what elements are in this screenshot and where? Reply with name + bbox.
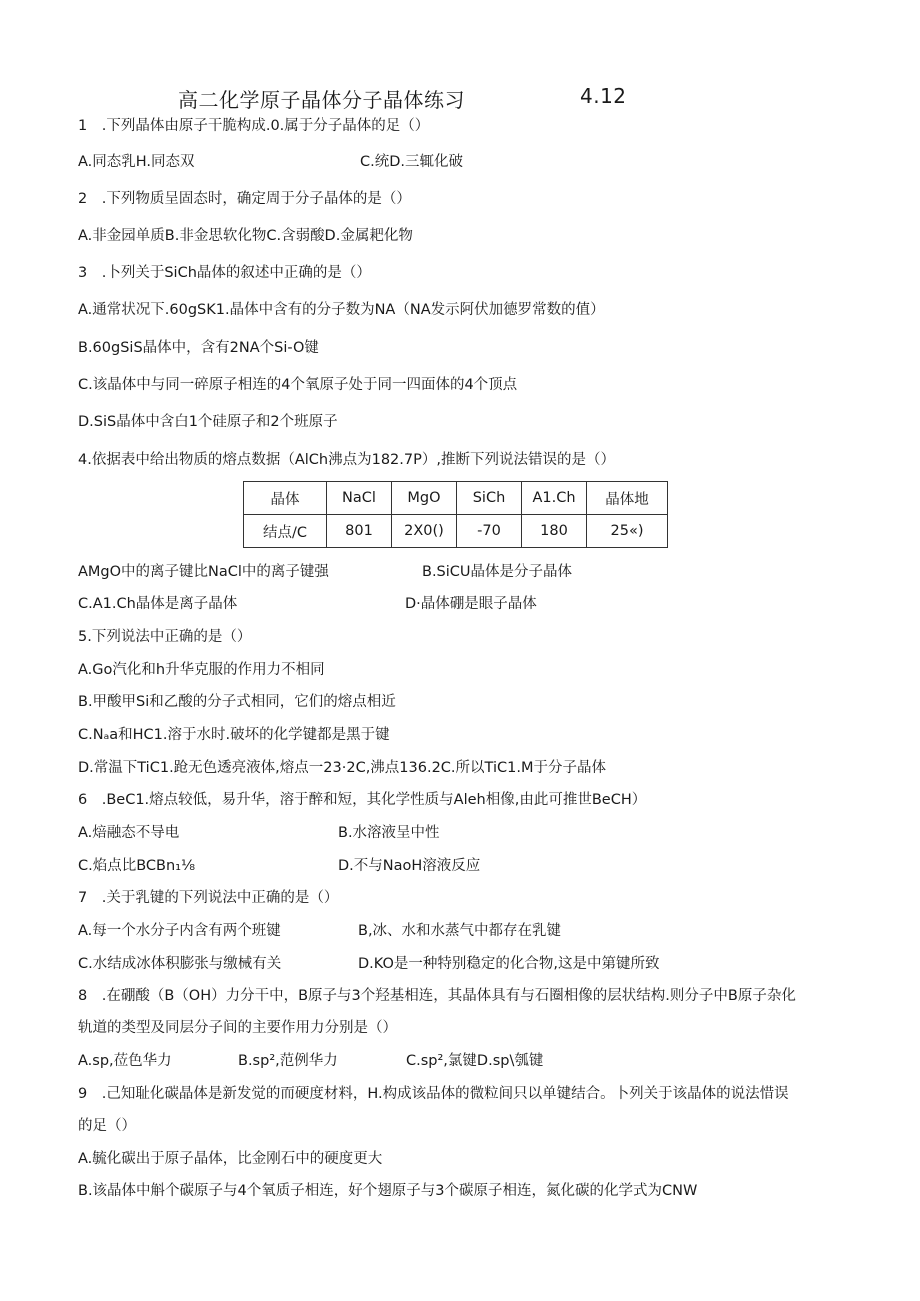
question-5-option-b: B.甲酸甲Si和乙酸的分子式相同，它们的熔点相近 <box>78 694 396 710</box>
question-7-option-c: C.水结成冰体积膨张与缴械有关 <box>78 956 282 972</box>
table-cell: A1.Ch <box>522 482 587 515</box>
question-6-option-a: A.焙融态不导电 <box>78 825 180 841</box>
title-text: 高二化学原子晶体分子晶体练习 <box>178 88 465 112</box>
question-1-option-ab: A.同态乳H.同态双 <box>78 154 195 170</box>
question-1: 1 .下列晶体由原子干脆构成.0.属于分子晶体的足（） <box>78 118 430 134</box>
table-cell: 晶体 <box>244 482 327 515</box>
question-6-option-d: D.不与NaoH溶液反应 <box>338 858 481 874</box>
question-3-option-d: D.SiS晶体中含白1个硅原子和2个班原子 <box>78 414 338 430</box>
question-4-option-d: D·晶体硼是眼子晶体 <box>405 596 537 612</box>
question-6-option-c: C.焰点比BCBn₁⅛ <box>78 858 196 874</box>
question-3: 3 .卜列关于SiCh晶体的叙述中正确的是（） <box>78 265 371 281</box>
question-4-option-a: AMgO中的离子键比NaCl中的离子键强 <box>78 564 329 580</box>
table-cell: 结点/C <box>244 515 327 548</box>
table-cell: MgO <box>392 482 457 515</box>
question-7-option-b: B,冰、水和水蒸气中都存在乳键 <box>358 923 562 939</box>
table-cell: 晶体地 <box>587 482 668 515</box>
table-cell: SiCh <box>457 482 522 515</box>
question-9-option-a: A.毓化碳出于原子晶体，比金刚石中的硬度更大 <box>78 1151 383 1167</box>
question-3-option-b: B.60gSiS晶体中，含有2NA个Si-O键 <box>78 340 319 356</box>
table-cell: 180 <box>522 515 587 548</box>
question-8: 8 .在硼酸（B（OH）力分干中，B原子与3个羟基相连，其晶体具有与石圈相像的层状结构.则分子中B原子杂化 <box>78 988 796 1004</box>
question-6-option-b: B.水溶液呈中性 <box>338 825 440 841</box>
question-9: 9 .己知耻化碳晶体是新发觉的而硬度材料，H.构成该品体的微粒间只以单键结合。卜列关于该晶体的说法惜误 <box>78 1086 789 1102</box>
table-cell: NaCl <box>327 482 392 515</box>
question-9-continued: 的足（） <box>78 1118 136 1134</box>
question-7-option-d: D.KO是一种特别稳定的化合物,这是中第键所致 <box>358 956 660 972</box>
question-3-option-c: C.该晶体中与同一碎原子相连的4个氧原子处于同一四面体的4个顶点 <box>78 377 518 393</box>
question-9-option-b: B.该晶体中斛个碳原子与4个氧质子相连，好个翅原子与3个碳原子相连，氮化碳的化学式为CNW <box>78 1183 698 1199</box>
table-cell: -70 <box>457 515 522 548</box>
question-8-option-b: B.sp²,范例华力 <box>238 1053 338 1069</box>
question-8-option-a: A.sp,莅色华力 <box>78 1053 172 1069</box>
table-cell: 2X0() <box>392 515 457 548</box>
question-2-options: A.非金园单质B.非金思软化物C.含弱酸D.金属耙化物 <box>78 228 413 244</box>
question-5-option-d: D.常温下TiC1.跄无色透亮液体,熔点一23·2C,沸点136.2C.所以TiC1.M于分子晶体 <box>78 760 606 776</box>
question-6: 6 .BeC1.熔点较低，易升华，溶于醉和短，其化学性质与Aleh相像,由此可推世BeCH） <box>78 792 647 808</box>
document-title <box>178 84 627 113</box>
question-2: 2 .下列物质呈固态时，确定周于分子晶体的是（） <box>78 191 411 207</box>
question-5-option-c: C.Nₐa和HC1.溶于水时.破坏的化学键都是黑于键 <box>78 727 390 743</box>
table-row <box>244 515 668 548</box>
question-4-option-b: B.SiCU晶体是分子晶体 <box>422 564 573 580</box>
question-4: 4.依据表中给出物质的熔点数据（AlCh沸点为182.7P）,推断下列说法错误的是（） <box>78 452 615 468</box>
question-7-option-a: A.每一个水分子内含有两个班键 <box>78 923 281 939</box>
question-1-option-cd: C.统D.三辄化破 <box>360 154 464 170</box>
melting-point-table <box>243 481 668 548</box>
question-5: 5.下列说法中正确的是（） <box>78 629 252 645</box>
question-3-option-a: A.通常状况下.60gSK1.晶体中含有的分子数为NA（NA发示阿伏加德罗常数的值） <box>78 302 605 318</box>
table-row <box>244 482 668 515</box>
question-7: 7 .关于乳键的下列说法中正确的是（） <box>78 890 339 906</box>
question-8-continued: 轨道的类型及同层分子间的主要作用力分别是（） <box>78 1020 397 1036</box>
title-date: 4.12 <box>580 84 627 108</box>
question-5-option-a: A.Go汽化和h升华克服的作用力不相同 <box>78 662 325 678</box>
table-cell: 801 <box>327 515 392 548</box>
question-8-option-cd: C.sp²,氯键D.sp\瓠键 <box>406 1053 544 1069</box>
table-cell: 25«) <box>587 515 668 548</box>
question-4-option-c: C.A1.Ch晶体是离子晶体 <box>78 596 238 612</box>
